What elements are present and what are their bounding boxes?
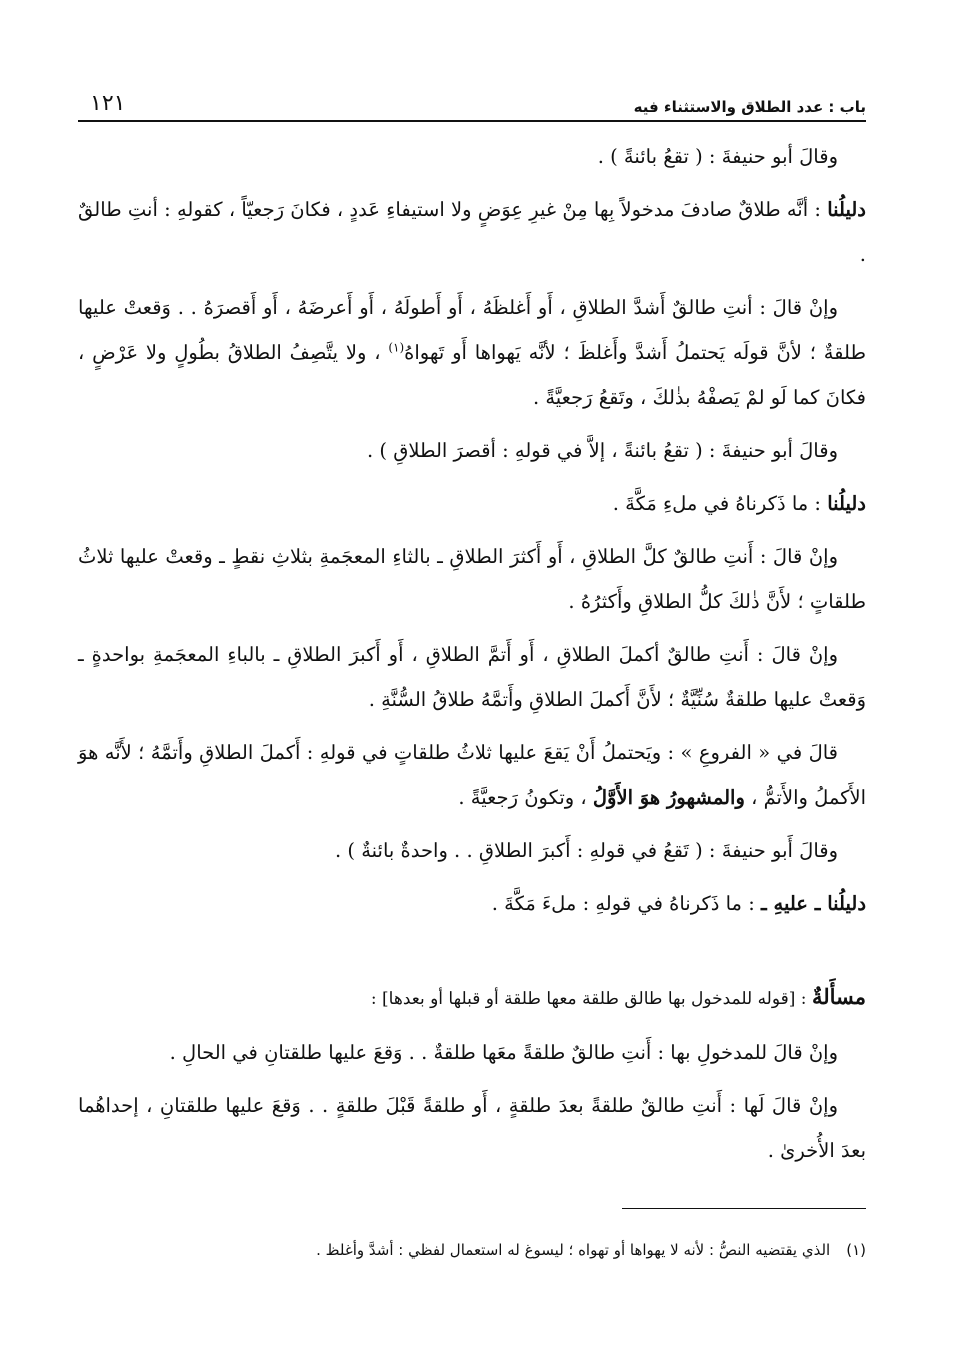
paragraph-3-text-a: وإنْ قالَ : أنتِ طالقٌ أَشدَّ الطلاقِ ، أَو أَغلظَهُ ، أَو أَطولَهُ ، أَو أَعرضَهُ ، أَو أَقصرَهُ . . وَقعتْ عليها طلقةٌ ؛ لأنَّ قولَه يَحتملُ أَشدَّ وأَغلظَ ؛ لأنَّه يَهواها أَو تَهواهُ	[78, 296, 866, 364]
paragraph-3-text-b: ، ولا يتَّصِفُ الطلاقُ بطُولٍ ولا عَرْضٍ ، فكانَ كما لَو لمْ يَصفْهُ بذٰلكَ ، وتَقعُ رَجعيَّةً .	[78, 341, 866, 409]
paragraph-5	[78, 481, 866, 526]
masala-heading	[78, 974, 866, 1022]
section-gap	[78, 934, 866, 974]
running-title: باب : عدد الطلاق والاستثناء فيه	[633, 98, 866, 116]
evidence-label: دليلُنا ـ عليهِ ـ	[760, 892, 866, 915]
footnote-text: الذي يقتضيه النصُّ : لأنه لا يهواها أو تهواه ؛ ليسوغ له استعمال لفظي : أشدَّ وأغلظ .	[316, 1241, 831, 1259]
evidence-label: دليلُنا	[827, 198, 866, 221]
paragraph-12-text: وإنْ قالَ لَها : أَنتِ طالقٌ طلقةً بعدَ طلقةٍ ، أَو طلقةً قَبْلَ طلقةٍ . . وَقعَ عليها طلقتانِ ، إحداهُما بعدَ الأُخرىٰ .	[78, 1094, 866, 1162]
paragraph-8-text-a: قالَ في « الفروعِ » : ويَحتملُ أَنْ يَقعَ عليها ثلاثُ طلقاتٍ في قولهِ : أَكملَ الطلاقِ وأَتمَّهُ ؛ لأَنَّه هوَ الأَكملُ والأَتمُّ ،	[78, 741, 866, 809]
paragraph-9	[78, 828, 866, 873]
footnote	[78, 1238, 866, 1262]
masala-subtitle: : [قوله للمدخول بها طالق طلقة معها طلقة أو قبلها أو بعدها] :	[370, 989, 812, 1009]
footnote-number: (١)	[846, 1241, 866, 1259]
paragraph-2	[78, 187, 866, 277]
paragraph-5-text: : ما ذَكرناهُ في ملءِ مَكَّةَ .	[612, 492, 828, 515]
paragraph-6-text: وإنْ قالَ : أَنتِ طالقٌ كلَّ الطلاقِ ، أَو أَكثرَ الطلاقِ ـ بالثاءِ المعجَمةِ بثلاثِ نقطٍ ـ وقعتْ عليها ثلاثُ طلقاتٍ ؛ لأَنَّ ذٰلكَ كلُّ الطلاقِ وأَكثرُهُ .	[78, 545, 866, 613]
footnote-marker[interactable]: (١)	[388, 340, 405, 355]
paragraph-4	[78, 428, 866, 473]
paragraph-1	[78, 134, 866, 179]
evidence-label: دليلُنا	[827, 492, 866, 515]
page-number: ١٢١	[90, 91, 126, 116]
paragraph-10	[78, 881, 866, 926]
paragraph-8-bold: والمشهورُ هوَ الأَوَّلُ	[592, 786, 745, 809]
paragraph-7-text: وإنْ قالَ : أَنتِ طالقٌ أكملَ الطلاقِ ، أَو أَتمَّ الطلاقِ ، أَو أَكبرَ الطلاقِ ـ بالباءِ المعجَمةِ بواحدةٍ ـ وَقعتْ عليها طلقةٌ سُنِّيَّةٌ ؛ لأَنَّ أَكملَ الطلاقِ وأَتمَّهُ طلاقُ السُّنَّةِ .	[78, 643, 866, 711]
paragraph-12	[78, 1083, 866, 1173]
paragraph-4-text: وقالَ أبو حنيفةَ : ( تقعُ بائنةً ، إلاَّ في قولهِ : أقصرَ الطلاقِ ) .	[367, 439, 838, 462]
paragraph-1-text: وقالَ أبو حنيفةَ : ( تقعُ بائنةً ) .	[597, 145, 838, 168]
paragraph-7	[78, 632, 866, 722]
paragraph-9-text: وقالَ أَبو حنيفةَ : ( تَقعُ في قولهِ : أَكبرَ الطلاقِ . . واحدةٌ بائنةٌ ) .	[334, 839, 838, 862]
footnote-divider	[622, 1208, 866, 1209]
paragraph-11	[78, 1030, 866, 1075]
paragraph-11-text: وإنْ قالَ للمدخولِ بها : أَنتِ طالقٌ طلقةً معَها طلقةٌ . . وَقعَ عليها طلقتانِ في الحالِ .	[169, 1041, 838, 1064]
paragraph-6	[78, 534, 866, 624]
paragraph-8-text-b: ، وتكونُ رَجعيَّةً .	[458, 786, 593, 809]
main-text	[78, 134, 866, 1181]
masala-title: مسأَلةٌ	[811, 984, 866, 1009]
paragraph-10-text: : ما ذَكرناهُ في قولهِ : ملءَ مَكَّةَ .	[491, 892, 761, 915]
page-header	[78, 88, 866, 122]
book-page	[78, 0, 866, 1368]
paragraph-3	[78, 285, 866, 420]
paragraph-8	[78, 730, 866, 820]
paragraph-2-text: : أنَّه طلاقٌ صادفَ مدخولاً بِها مِنْ غيرِ عِوَضٍ ولا استيفاءِ عَددٍ ، فكانَ رَجعيّاً ، كقولهِ : أنتِ طالقٌ .	[78, 198, 866, 266]
